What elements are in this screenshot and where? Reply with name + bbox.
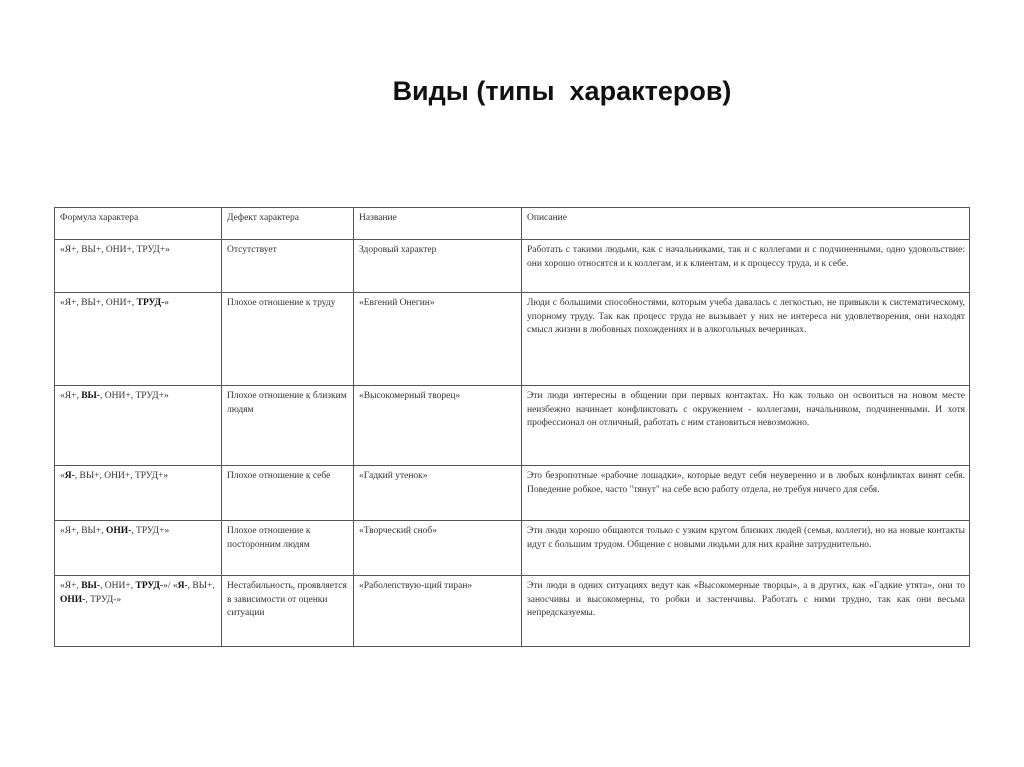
name-cell: «Творческий сноб» bbox=[354, 521, 522, 576]
formula-segment: ТРУД- bbox=[136, 298, 165, 308]
formula-segment: Я- bbox=[177, 581, 188, 591]
defect-cell: Плохое отношение к близким людям bbox=[222, 386, 354, 466]
table-header-row bbox=[55, 208, 970, 240]
formula-cell bbox=[55, 521, 222, 576]
formula-segment: , ВЫ+, bbox=[187, 581, 215, 591]
defect-cell: Плохое отношение к посторонним людям bbox=[222, 521, 354, 576]
description-cell: Эти люди хорошо общаются только с узким кругом близких людей (семья, коллеги), но на новые контакты идут с большим трудом. Общение с новыми людьми для них крайне затруднительно. bbox=[522, 521, 970, 576]
formula-segment: » bbox=[164, 298, 169, 308]
formula-segment: , ТРУД-» bbox=[85, 594, 122, 605]
name-cell: «Раболепствую-щий тиран» bbox=[354, 576, 522, 647]
name-cell: «Высокомерный творец» bbox=[354, 386, 522, 466]
formula-segment: ВЫ- bbox=[81, 581, 101, 591]
formula-segment: »/ « bbox=[163, 581, 178, 591]
formula-segment: ВЫ- bbox=[81, 391, 101, 401]
description-cell: Люди с большими способностями, которым учеба давалась с легкостью, не привыкли к систематическому, упорному труду. Так как процесс труда не вызывает у них не интереса ни удовлетворения, они находят смысл жизни в любовных похождениях и в алкогольных вечеринках. bbox=[522, 293, 970, 386]
character-types-table bbox=[54, 207, 970, 647]
table-row bbox=[55, 386, 970, 466]
formula-segment: , ТРУД+» bbox=[131, 526, 170, 536]
defect-cell: Отсутствует bbox=[222, 240, 354, 293]
table-row bbox=[55, 293, 970, 386]
formula-segment: «Я+, ВЫ+, ОНИ+, ТРУД+» bbox=[60, 245, 170, 255]
name-cell: Здоровый характер bbox=[354, 240, 522, 293]
formula-cell bbox=[55, 240, 222, 293]
formula-segment: , ОНИ+, bbox=[100, 581, 136, 591]
header-description: Описание bbox=[522, 208, 970, 240]
formula-segment: , ВЫ+, ОНИ+, ТРУД+» bbox=[74, 471, 169, 481]
table-row bbox=[55, 521, 970, 576]
page-title: Виды (типы характеров) bbox=[392, 76, 732, 106]
formula-segment: «Я+, ВЫ+, bbox=[60, 526, 106, 536]
header-formula: Формула характера bbox=[55, 208, 222, 240]
formula-segment: «Я+, ВЫ+, ОНИ+, bbox=[60, 298, 137, 308]
formula-cell bbox=[55, 386, 222, 466]
table-row bbox=[55, 466, 970, 521]
description-cell: Это безропотные «рабочие лошадки», которые ведут себя неуверенно и в любых конфликтах винят себя. Поведение робкое, часто "тянут" на себе всю работу отдела, не требуя ничего для себя. bbox=[522, 466, 970, 521]
formula-segment: «Я+, bbox=[60, 581, 82, 591]
formula-segment: Я- bbox=[64, 471, 75, 481]
formula-cell bbox=[55, 293, 222, 386]
name-cell: «Гадкий утенок» bbox=[354, 466, 522, 521]
description-cell: Работать с такими людьми, как с начальниками, так и с коллегами и с подчиненными, одно удовольствие: они хорошо относятся и к коллегам, и к клиентам, и к процессу труда, и к себе. bbox=[522, 240, 970, 293]
header-defect: Дефект характера bbox=[222, 208, 354, 240]
formula-segment: ОНИ- bbox=[105, 526, 132, 536]
table-row bbox=[55, 240, 970, 293]
description-cell: Эти люди в одних ситуациях ведут как «Высокомерные творцы», а в других, как «Гадкие утята», они то заносчивы и высокомерны, то робки и застенчивы. Работать с ними трудно, так как они весьма непредсказуемы. bbox=[522, 576, 970, 647]
formula-cell bbox=[55, 576, 222, 647]
formula-segment: «Я+, bbox=[60, 391, 82, 401]
defect-cell: Нестабильность, проявляется в зависимости от оценки ситуации bbox=[222, 576, 354, 647]
formula-segment: , ОНИ+, ТРУД+» bbox=[100, 391, 169, 401]
defect-cell: Плохое отношение к себе bbox=[222, 466, 354, 521]
formula-cell bbox=[55, 466, 222, 521]
defect-cell: Плохое отношение к труду bbox=[222, 293, 354, 386]
description-cell: Эти люди интересны в общении при первых контактах. Но как только он освоиться на новом месте неизбежно начинает конфликтовать с окружением - коллегами, начальником, подчиненными. И хотя профессионал он отличный, работать с ним становиться невозможно. bbox=[522, 386, 970, 466]
table-row bbox=[55, 576, 970, 647]
formula-segment: ТРУД- bbox=[135, 581, 164, 591]
name-cell: «Евгений Онегин» bbox=[354, 293, 522, 386]
header-name: Название bbox=[354, 208, 522, 240]
formula-segment: ОНИ- bbox=[60, 594, 86, 605]
formula-segment: « bbox=[60, 471, 65, 481]
